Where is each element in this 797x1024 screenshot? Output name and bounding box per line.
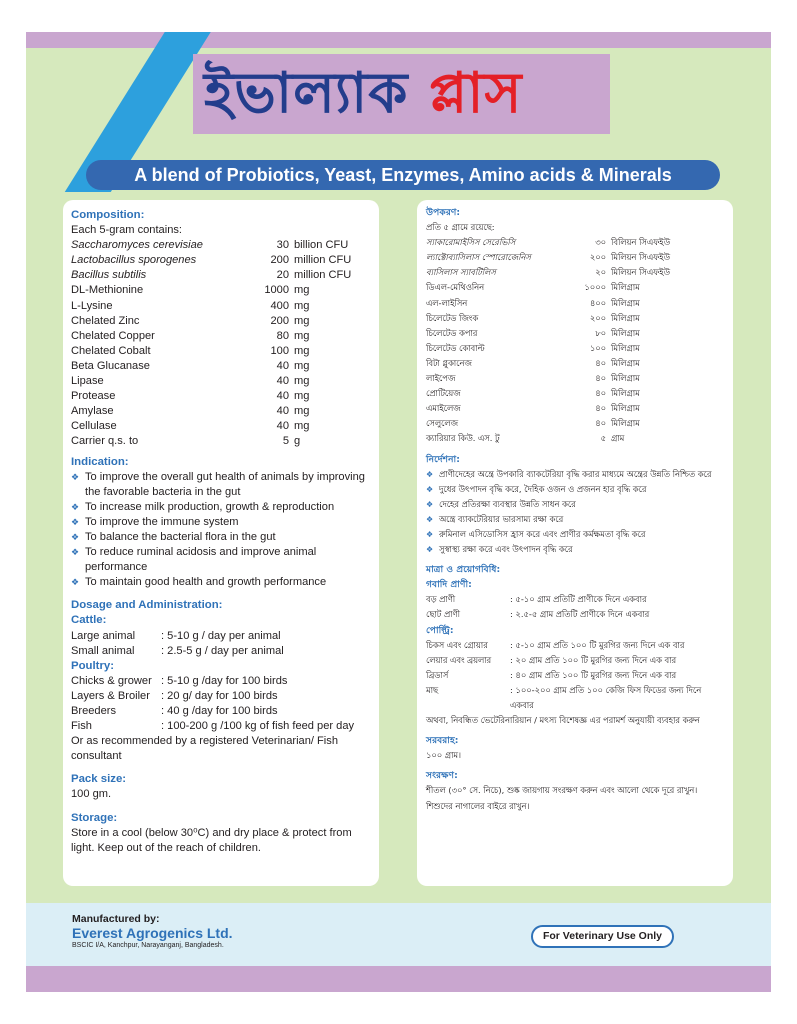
ingredient-quantity: 1000 <box>264 284 289 297</box>
indication-text: To improve the overall gut health of animals by improving the favorable bacteria in the gut <box>85 470 365 498</box>
dosage-row <box>71 674 370 689</box>
ingredient-name: প্রোটিয়েজ <box>426 388 461 399</box>
dosage-row <box>426 653 725 668</box>
ingredient-name: Cellulase <box>71 420 117 433</box>
dosage-value: : 100-200 g /100 kg of fish feed per day <box>161 720 355 733</box>
ingredient-quantity: ৪০ <box>595 403 606 414</box>
dosage-note: Or as recommended by a registered Veterinarian/ Fish consultant <box>71 735 338 763</box>
bottom-purple-strip <box>26 966 771 992</box>
ingredient-quantity: 30 <box>276 239 289 252</box>
bn-composition-table <box>426 235 725 446</box>
dosage-value: : ৫-১০ গ্রাম প্রতিটি প্রাণীকে দিনে একবার <box>510 594 647 605</box>
indication-item <box>426 527 725 542</box>
manufactured-by-label: Manufactured by: <box>72 913 160 925</box>
dosage-row <box>426 638 725 653</box>
ingredient-unit: মিলিয়ন সিএফইউ <box>611 267 671 278</box>
composition-row <box>426 265 725 280</box>
ingredient-quantity: ৩০ <box>595 237 606 248</box>
dosage-label: লেয়ার এবং ব্রয়লার <box>426 654 492 665</box>
bullet-diamond-icon: ❖ <box>426 545 434 555</box>
ingredient-name: ডিএল-মেথিওনিন <box>426 282 485 293</box>
bn-cattle-dosage <box>426 592 725 622</box>
bn-dosage-heading: মাত্রা ও প্রয়োগবিধি: <box>426 564 501 576</box>
indication-item <box>71 575 370 590</box>
ingredient-quantity: ৪০ <box>595 373 606 384</box>
poultry-dosage <box>71 674 370 734</box>
ingredient-unit: মিলিগ্রাম <box>611 342 640 353</box>
dosage-row <box>71 644 370 659</box>
composition-row <box>71 268 370 283</box>
composition-row <box>71 253 370 268</box>
storage-heading: Storage: <box>71 811 118 824</box>
indication-item <box>426 482 725 497</box>
dosage-row <box>71 719 370 734</box>
top-purple-strip <box>26 32 771 48</box>
indication-text: অন্ত্রে ব্যাকটেরিয়ার ভারসাম্য রক্ষা করে <box>439 513 564 524</box>
dosage-value: : ১০০-২০০ গ্রাম প্রতি ১০০ কেজি ফিস ফিডের জন্য দিনে একবার <box>510 684 702 710</box>
composition-row <box>426 431 725 446</box>
ingredient-name: চিলেটেড কপার <box>426 327 478 338</box>
bn-indication-list <box>426 467 725 558</box>
indication-text: দেহের প্রতিরক্ষা ব্যবস্থার উন্নতি সাধন করে <box>439 498 576 509</box>
dosage-value: : 2.5-5 g / day per animal <box>161 644 284 657</box>
indication-text: প্রাণীদেহের অন্ত্রে উপকারি ব্যাকটেরিয়া বৃদ্ধি করার মাধ্যমে অন্ত্রের উন্নতি নিশ্চিত করে <box>439 468 712 479</box>
dosage-label: ব্রিডার্স <box>426 669 449 680</box>
ingredient-name: এমাইলেজ <box>426 403 461 414</box>
tagline-banner: A blend of Probiotics, Yeast, Enzymes, Amino acids & Minerals <box>86 160 720 190</box>
company-name: Everest Agrogenics Ltd. <box>72 925 233 941</box>
ingredient-quantity: ৪০ <box>595 418 606 429</box>
ingredient-quantity: 100 <box>270 344 289 357</box>
dosage-row <box>71 689 370 704</box>
ingredient-unit: billion CFU <box>294 239 349 252</box>
bullet-diamond-icon: ❖ <box>426 514 434 524</box>
composition-row <box>71 314 370 329</box>
ingredient-quantity: 200 <box>270 254 289 267</box>
bullet-diamond-icon: ❖ <box>426 529 434 539</box>
composition-row <box>426 401 725 416</box>
ingredient-quantity: 40 <box>276 390 289 403</box>
ingredient-name: সেলুলেজ <box>426 418 458 429</box>
ingredient-name: বিটা গ্লুকানেজ <box>426 357 472 368</box>
bullet-diamond-icon: ❖ <box>71 577 80 588</box>
composition-row <box>71 434 370 449</box>
bn-cattle-heading: গবাদি প্রাণী: <box>426 579 472 591</box>
indication-item <box>426 467 725 482</box>
dosage-row <box>426 592 725 607</box>
bn-poultry-heading: পোল্ট্রি: <box>426 624 454 636</box>
composition-row <box>426 280 725 295</box>
ingredient-unit: মিলিগ্রাম <box>611 418 640 429</box>
bn-poultry-dosage <box>426 638 725 713</box>
bullet-diamond-icon: ❖ <box>71 531 80 542</box>
company-address: BSCIC I/A, Kanchpur, Narayanganj, Bangladesh. <box>72 942 224 949</box>
ingredient-name: Chelated Zinc <box>71 314 140 327</box>
indication-text: সুস্বাস্থ্য রক্ষা করে এবং উৎপাদন বৃদ্ধি করে <box>439 544 573 555</box>
indication-text: To improve the immune system <box>85 515 239 528</box>
dosage-value: : ২.৫-৫ গ্রাম প্রতিটি প্রাণীকে দিনে একবার <box>510 609 650 620</box>
indication-text: To balance the bacterial flora in the gut <box>85 530 276 543</box>
dosage-row <box>426 668 725 683</box>
ingredient-unit: mg <box>294 420 310 433</box>
dosage-value: : 5-10 g /day for 100 birds <box>161 674 288 687</box>
bn-indication-heading: নির্দেশনা: <box>426 453 460 465</box>
ingredient-name: Bacillus subtilis <box>71 269 147 282</box>
ingredient-unit: মিলিয়ন সিএফইউ <box>611 252 671 263</box>
ingredient-quantity: 20 <box>276 269 289 282</box>
composition-row <box>71 404 370 419</box>
ingredient-name: ব্যাসিলাস স্যাবটিলিস <box>426 267 496 278</box>
indication-heading: Indication: <box>71 455 129 468</box>
ingredient-unit: mg <box>294 344 310 357</box>
dosage-label: Small animal <box>71 644 135 657</box>
composition-row <box>426 386 725 401</box>
dosage-value: : 20 g/ day for 100 birds <box>161 689 278 702</box>
bn-storage-text: শীতল (৩০° সে. নিচে), শুষ্ক জায়গায় সংরক্ষণ করুন এবং আলো থেকে দূরে রাখুন। শিশুদের নাগালের বাইরে রাখুন। <box>426 785 698 811</box>
ingredient-unit: g <box>294 435 301 448</box>
indication-text: To maintain good health and growth performance <box>85 576 327 589</box>
ingredient-quantity: ২০০ <box>589 252 606 263</box>
dosage-label: Chicks & grower <box>71 674 152 687</box>
ingredient-quantity: ১০০ <box>589 342 606 353</box>
ingredient-unit: mg <box>294 314 310 327</box>
ingredient-quantity: 40 <box>276 375 289 388</box>
bangla-panel <box>417 200 733 886</box>
bn-pack-heading: সরবরাহ: <box>426 735 459 747</box>
bullet-diamond-icon: ❖ <box>71 471 80 482</box>
composition-row <box>426 250 725 265</box>
bn-dosage-note: অথবা, নিবন্ধিত ভেটেরিনারিয়ান / মৎস্য বিশেষজ্ঞ এর পরামর্শ অনুযায়ী ব্যবহার করুন <box>426 715 700 726</box>
indication-item <box>426 497 725 512</box>
bullet-diamond-icon: ❖ <box>426 499 434 509</box>
ingredient-unit: মিলিগ্রাম <box>611 312 640 323</box>
ingredient-unit: mg <box>294 299 310 312</box>
ingredient-quantity: ৫ <box>600 433 606 444</box>
composition-row <box>71 374 370 389</box>
ingredient-quantity: 200 <box>270 314 289 327</box>
composition-row <box>71 389 370 404</box>
manufacturer-block <box>72 913 233 949</box>
pack-size-heading: Pack size: <box>71 773 127 786</box>
ingredient-quantity: 5 <box>282 435 289 448</box>
cattle-dosage <box>71 629 370 659</box>
dosage-row <box>426 607 725 622</box>
ingredient-unit: গ্রাম <box>611 433 625 444</box>
poultry-heading: Poultry: <box>71 659 115 672</box>
ingredient-name: এল-লাইসিন <box>426 297 468 308</box>
ingredient-name: ক্যারিয়ার কিউ. এস. টু <box>426 433 500 444</box>
ingredient-quantity: ২০ <box>595 267 606 278</box>
bn-storage-heading: সংরক্ষণ: <box>426 770 458 782</box>
ingredient-name: Carrier q.s. to <box>71 435 139 448</box>
bn-composition-heading: উপকরণ: <box>426 207 461 218</box>
indication-item <box>71 545 370 575</box>
composition-row <box>71 283 370 298</box>
cattle-heading: Cattle: <box>71 614 107 627</box>
ingredient-name: Saccharomyces cerevisiae <box>71 239 203 252</box>
bullet-diamond-icon: ❖ <box>71 501 80 512</box>
composition-row <box>426 341 725 356</box>
ingredient-quantity: ৪০০ <box>589 297 606 308</box>
ingredient-quantity: ১০০০ <box>584 282 606 293</box>
bn-pack-value: ১০০ গ্রাম। <box>426 750 462 761</box>
ingredient-unit: mg <box>294 390 310 403</box>
dosage-label: বড় প্রাণী <box>426 594 456 605</box>
dosage-value: : ৪০ গ্রাম প্রতি ১০০ টি মুরগির জন্য দিনে এক বার <box>510 669 677 680</box>
ingredient-name: Chelated Copper <box>71 329 155 342</box>
composition-row <box>426 416 725 431</box>
ingredient-name: Lipase <box>71 375 104 388</box>
ingredient-unit: মিলিগ্রাম <box>611 403 640 414</box>
label-sheet <box>26 32 771 992</box>
ingredient-unit: mg <box>294 284 310 297</box>
composition-row <box>71 344 370 359</box>
composition-row <box>426 356 725 371</box>
ingredient-name: লাইপেজ <box>426 373 456 384</box>
dosage-label: Layers & Broiler <box>71 689 150 702</box>
ingredient-unit: mg <box>294 329 310 342</box>
indication-item <box>71 515 370 530</box>
composition-row <box>426 235 725 250</box>
product-title <box>204 58 522 130</box>
bn-composition-intro: প্রতি ৫ গ্রামে রয়েছে: <box>426 222 495 233</box>
dosage-label: চিকস এবং গ্রোয়ার <box>426 639 488 650</box>
indication-item <box>71 530 370 545</box>
composition-intro: Each 5-gram contains: <box>71 224 182 237</box>
dosage-value: : 5-10 g / day per animal <box>161 629 281 642</box>
ingredient-name: ল্যাক্টোব্যাসিলাস স্পোরোজেনিস <box>426 252 531 263</box>
english-panel <box>63 200 379 886</box>
pack-size-value: 100 gm. <box>71 788 112 801</box>
dosage-label: Large animal <box>71 629 136 642</box>
composition-row <box>71 329 370 344</box>
indication-list <box>71 470 370 591</box>
dosage-label: Fish <box>71 720 92 733</box>
bullet-diamond-icon: ❖ <box>71 547 80 558</box>
composition-row <box>71 419 370 434</box>
ingredient-unit: mg <box>294 375 310 388</box>
dosage-value: : 40 g /day for 100 birds <box>161 705 278 717</box>
ingredient-unit: মিলিগ্রাম <box>611 282 640 293</box>
ingredient-quantity: ৪০ <box>595 357 606 368</box>
dosage-row <box>71 629 370 644</box>
storage-text: Store in a cool (below 30⁰C) and dry place & protect from light. Keep out of the reach of children. <box>71 826 352 854</box>
ingredient-unit: মিলিগ্রাম <box>611 297 640 308</box>
dosage-value: : ২০ গ্রাম প্রতি ১০০ টি মুরগির জন্য দিনে এক বার <box>510 654 677 665</box>
ingredient-quantity: 400 <box>270 299 289 312</box>
ingredient-name: চিলেটেড কোবাল্ট <box>426 342 485 353</box>
indication-text: রুমিনাল এসিডোসিস হ্রাস করে এবং প্রাণীর কর্মক্ষমতা বৃদ্ধি করে <box>439 528 646 539</box>
dosage-value: : ৫-১০ গ্রাম প্রতি ১০০ টি মুরগির জন্য দিনে এক বার <box>510 639 685 650</box>
indication-item <box>71 470 370 500</box>
ingredient-name: চিলেটেড জিংক <box>426 312 479 323</box>
dosage-row <box>71 704 370 719</box>
dosage-heading: Dosage and Administration: <box>71 599 223 612</box>
indication-text: To reduce ruminal acidosis and improve animal performance <box>85 546 317 574</box>
indication-item <box>71 500 370 515</box>
ingredient-unit: বিলিয়ন সিএফইউ <box>611 237 671 248</box>
bullet-diamond-icon: ❖ <box>71 516 80 527</box>
title-part-2: প্লাস <box>428 61 523 126</box>
ingredient-name: Beta Glucanase <box>71 359 150 372</box>
veterinary-use-badge: For Veterinary Use Only <box>531 925 674 948</box>
ingredient-unit: million CFU <box>294 269 352 282</box>
ingredient-name: Lactobacillus sporogenes <box>71 254 197 267</box>
ingredient-name: L-Lysine <box>71 299 113 312</box>
ingredient-unit: মিলিগ্রাম <box>611 357 640 368</box>
composition-row <box>71 299 370 314</box>
ingredient-unit: mg <box>294 405 310 418</box>
composition-heading: Composition: <box>71 209 145 221</box>
indication-item <box>426 542 725 557</box>
ingredient-name: DL-Methionine <box>71 284 144 297</box>
ingredient-name: স্যাকারোমাইসিস সেরেভিসি <box>426 237 516 248</box>
ingredient-quantity: ৪০ <box>595 388 606 399</box>
indication-item <box>426 512 725 527</box>
indication-text: দুধের উৎপাদন বৃদ্ধি করে, দৈহিক ওজন ও প্রজনন হার বৃদ্ধি করে <box>439 483 647 494</box>
title-part-1: ইভাল্যাক <box>204 61 409 126</box>
dosage-label: Breeders <box>71 705 117 717</box>
composition-table <box>71 238 370 449</box>
dosage-row <box>426 683 725 713</box>
indication-text: To increase milk production, growth & reproduction <box>85 500 335 513</box>
ingredient-name: Amylase <box>71 405 114 418</box>
ingredient-quantity: 80 <box>276 329 289 342</box>
composition-row <box>71 238 370 253</box>
composition-row <box>71 359 370 374</box>
ingredient-unit: মিলিগ্রাম <box>611 388 640 399</box>
composition-row <box>426 326 725 341</box>
ingredient-unit: mg <box>294 359 310 372</box>
composition-row <box>426 296 725 311</box>
composition-row <box>426 311 725 326</box>
dosage-label: মাছ <box>426 684 439 695</box>
ingredient-quantity: 40 <box>276 359 289 372</box>
bullet-diamond-icon: ❖ <box>426 469 434 479</box>
ingredient-quantity: 40 <box>276 405 289 418</box>
ingredient-quantity: 40 <box>276 420 289 433</box>
ingredient-unit: million CFU <box>294 254 352 267</box>
dosage-label: ছোট প্রাণী <box>426 609 460 620</box>
composition-row <box>426 371 725 386</box>
ingredient-quantity: ২০০ <box>589 312 606 323</box>
ingredient-name: Protease <box>71 390 116 403</box>
ingredient-unit: মিলিগ্রাম <box>611 327 640 338</box>
ingredient-name: Chelated Cobalt <box>71 344 151 357</box>
ingredient-quantity: ৮০ <box>595 327 606 338</box>
bullet-diamond-icon: ❖ <box>426 484 434 494</box>
ingredient-unit: মিলিগ্রাম <box>611 373 640 384</box>
